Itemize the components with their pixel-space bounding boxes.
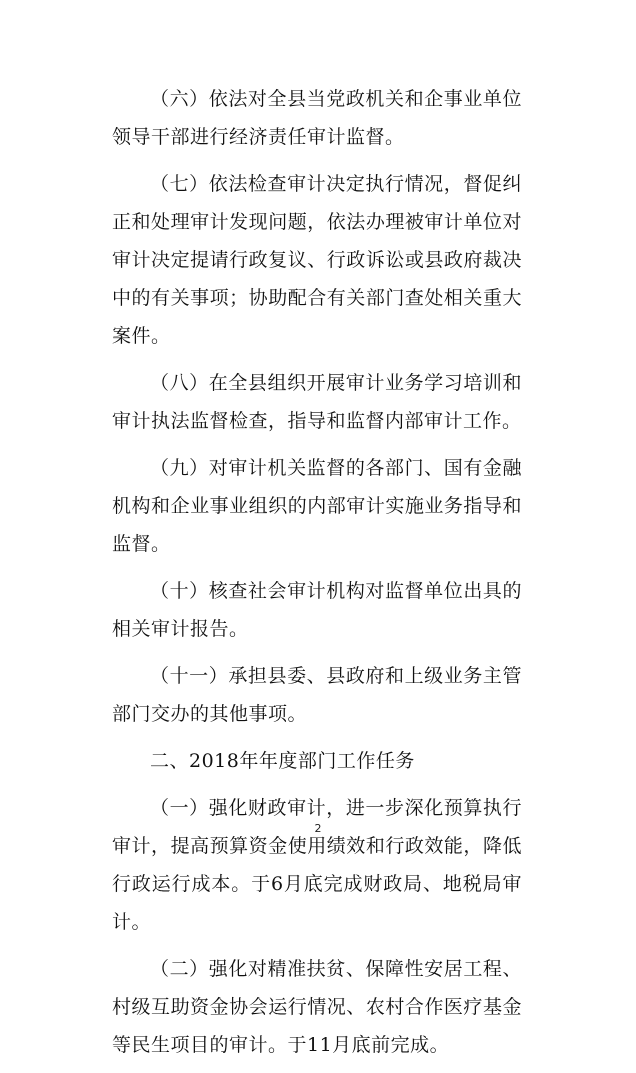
document-body [112,80,522,1073]
paragraph-item-8: （八）在全县组织开展审计业务学习培训和审计执法监督检查，指导和监督内部审计工作。 [112,372,522,432]
section-heading-2018-tasks: 二、2018年年度部门工作任务 [150,750,415,772]
paragraph-item-6: （六）依法对全县当党政机关和企事业单位领导干部进行经济责任审计监督。 [112,88,522,148]
page-number: 2 [314,822,322,835]
task-item-2: （二）强化对精准扶贫、保障性安居工程、村级互助资金协会运行情况、农村合作医疗基金等民生项目的审计。于11月底前完成。 [112,958,522,1056]
paragraph-item-9: （九）对审计机关监督的各部门、国有金融机构和企业事业组织的内部审计实施业务指导和监督。 [112,457,522,555]
paragraph-item-7: （七）依法检查审计决定执行情况，督促纠正和处理审计发现问题，依法办理被审计单位对审计决定提请行政复议、行政诉讼或县政府裁决中的有关事项；协助配合有关部门查处相关重大案件。 [112,173,522,347]
paragraph-item-10: （十）核查社会审计机构对监督单位出具的相关审计报告。 [112,580,522,640]
task-item-1: （一）强化财政审计，进一步深化预算执行审计，提高预算资金使用绩效和行政效能，降低行政运行成本。于6月底完成财政局、地税局审计。 [112,797,522,933]
paragraph-item-11: （十一）承担县委、县政府和上级业务主管部门交办的其他事项。 [112,665,522,725]
